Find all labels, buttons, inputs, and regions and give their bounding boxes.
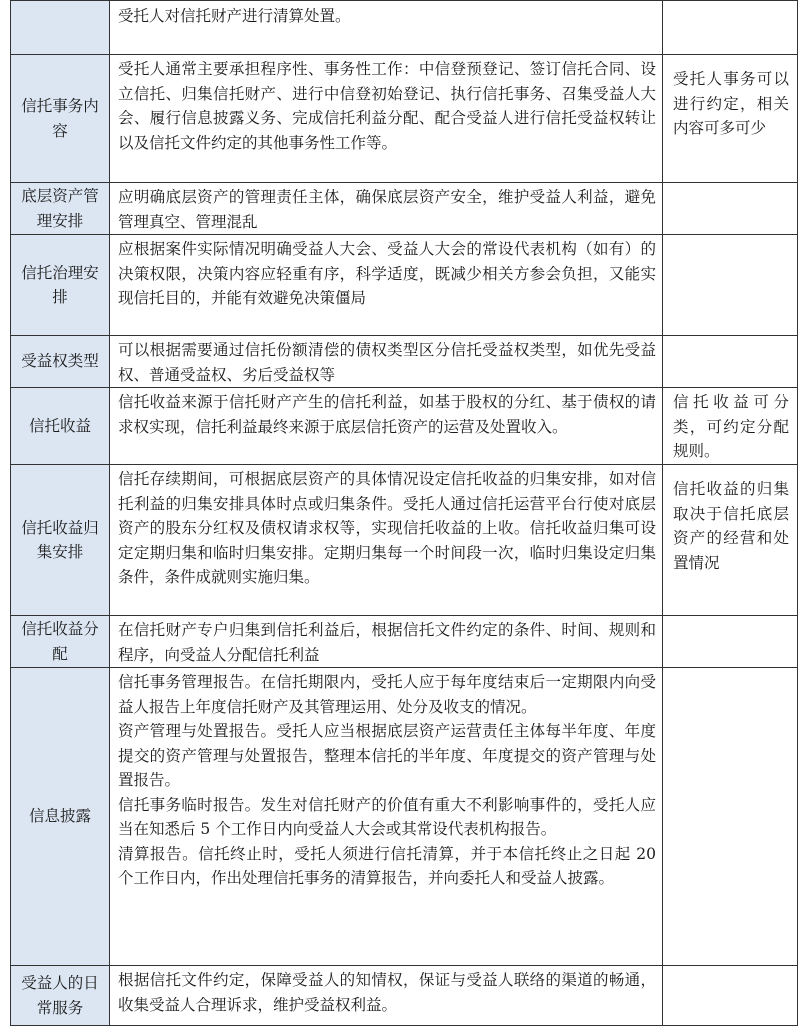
row-label: 受益人的日常服务: [11, 966, 110, 1026]
table-row: [11, 668, 798, 966]
row-label: 信托收益: [11, 388, 110, 465]
row-content: [110, 235, 663, 336]
row-label: 底层资产管理安排: [11, 183, 110, 235]
content-paragraph: 在信托财产专户归集到信托利益后，根据信托文件约定的条件、时间、规则和程序，向受益人分配信托利益: [118, 621, 656, 664]
table-row: [11, 235, 798, 336]
content-paragraph: 根据信托文件约定，保障受益人的知情权，保证与受益人联络的渠道的畅通，收集受益人合理诉求，维护受益权利益。: [118, 971, 656, 1014]
row-content: [110, 336, 663, 388]
content-paragraph: 信托事务临时报告。发生对信托财产的价值有重大不利影响事件的，受托人应当在知悉后 5 个工作日内向受益人大会或其常设代表机构报告。: [118, 795, 656, 838]
content-paragraph: 受托人对信托财产进行清算处置。: [118, 7, 351, 25]
content-paragraph: 信托事务管理报告。在信托期限内，受托人应于每年度结束后一定期限内向受益人报告上年度信托财产及其管理运用、处分及收支的情况。: [118, 673, 656, 716]
content-paragraph: 受托人通常主要承担程序性、事务性工作：中信登预登记、签订信托合同、设立信托、归集信托财产、进行中信登初始登记、执行信托事务、召集受益人大会、履行信息披露义务、完成信托利益分配、配合受益人进行信托受益权转让以及信托文件约定的其他事务性工作等。: [118, 60, 656, 152]
content-paragraph: 信托收益来源于信托财产产生的信托利益，如基于股权的分红、基于债权的请求权实现，信托利益最终来源于底层信托资产的运营及处置收入。: [118, 393, 656, 436]
table-row: [11, 336, 798, 388]
row-label: 信托收益归集安排: [11, 465, 110, 616]
row-note: 信托收益可分类，可约定分配规则。: [663, 388, 798, 465]
content-paragraph: 应根据案件实际情况明确受益人大会、受益人大会的常设代表机构（如有）的决策权限，决策内容应轻重有序，科学适度，既减少相关方参会负担，又能实现信托目的，并能有效避免决策僵局: [118, 240, 656, 307]
table-row: [11, 966, 798, 1026]
row-note: [663, 235, 798, 336]
table-row: [11, 183, 798, 235]
content-paragraph: 清算报告。信托终止时，受托人须进行信托清算，并于本信托终止之日起 20 个工作日内，作出处理信托事务的清算报告，并向委托人和受益人披露。: [118, 844, 656, 887]
row-content: [110, 388, 663, 465]
table-row: [11, 388, 798, 465]
row-label: [11, 1, 110, 55]
row-label: 信托事务内容: [11, 55, 110, 183]
row-label: 信托收益分配: [11, 616, 110, 668]
row-content: [110, 465, 663, 616]
row-content: [110, 55, 663, 183]
row-note: 信托收益的归集取决于信托底层资产的经营和处置情况: [663, 465, 798, 616]
row-note: 受托人事务可以进行约定，相关内容可多可少: [663, 55, 798, 183]
table-row: [11, 465, 798, 616]
content-paragraph: 可以根据需要通过信托份额清偿的债权类型区分信托受益权类型，如优先受益权、普通受益权、劣后受益权等: [118, 341, 656, 384]
row-content: [110, 616, 663, 668]
row-note: [663, 966, 798, 1026]
row-content: [110, 183, 663, 235]
row-note: [663, 1, 798, 55]
row-content: [110, 966, 663, 1026]
row-content: [110, 1, 663, 55]
row-note: [663, 668, 798, 966]
row-label: 信托治理安排: [11, 235, 110, 336]
table-row: [11, 616, 798, 668]
trust-arrangement-table: [10, 0, 798, 1026]
content-paragraph: 应明确底层资产的管理责任主体，确保底层资产安全，维护受益人利益，避免管理真空、管理混乱: [118, 188, 656, 231]
row-note: [663, 336, 798, 388]
table-row: [11, 55, 798, 183]
row-label: 受益权类型: [11, 336, 110, 388]
row-note: [663, 616, 798, 668]
row-label: 信息披露: [11, 668, 110, 966]
row-content: [110, 668, 663, 966]
row-note: [663, 183, 798, 235]
content-paragraph: 信托存续期间，可根据底层资产的具体情况设定信托收益的归集安排，如对信托利益的归集安排具体时点或归集条件。受托人通过信托运营平台行使对底层资产的股东分红权及债权请求权等，实现信托收益的上收。信托收益归集可设定定期归集和临时归集安排。定期归集每一个时间段一次，临时归集设定归集条件，条件成就则实施归集。: [118, 470, 656, 586]
content-paragraph: 资产管理与处置报告。受托人应当根据底层资产运营责任主体每半年度、年度提交的资产管理与处置报告，整理本信托的半年度、年度提交的资产管理与处置报告。: [118, 722, 656, 789]
table-row: [11, 1, 798, 55]
